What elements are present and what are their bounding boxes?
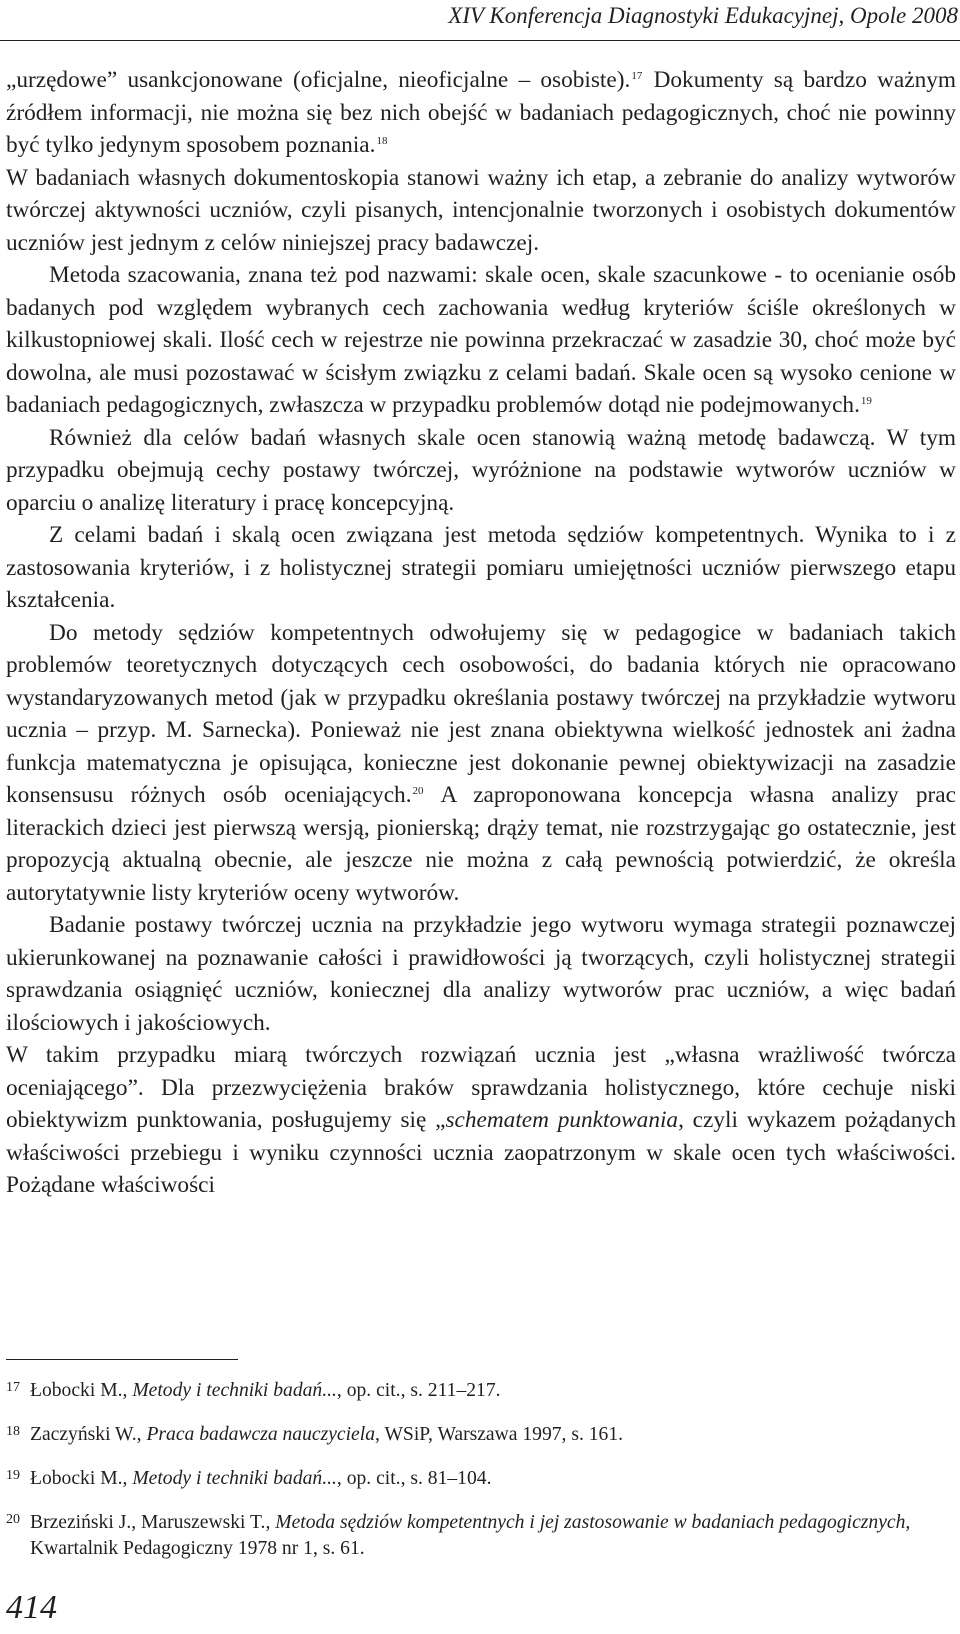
footnote-number: 19 <box>6 1468 20 1483</box>
footnote-title: Metody i techniki badań... <box>132 1468 337 1489</box>
body-text <box>6 64 956 1202</box>
paragraph-8-text-a: W takim przypadku miarą twórczych rozwiązań ucznia jest „własna wrażliwość twórcza oceniającego”. Dla przezwyciężenia braków sprawdzania holistycznego, które cechuje niski obiektywizm punktowania, posługujemy się „ <box>6 1042 956 1133</box>
footnote-text <box>28 1422 956 1448</box>
paragraph-1 <box>6 64 956 162</box>
footnote-title: Metoda sędziów kompetentnych i jej zastosowanie w badaniach pedagogicznych, <box>275 1512 911 1533</box>
footnote-author: Łobocki M., <box>30 1468 133 1489</box>
footnote-20 <box>6 1510 956 1562</box>
footnote-rest: , WSiP, Warszawa 1997, s. 161. <box>375 1424 624 1445</box>
page-number: 414 <box>6 1589 57 1626</box>
footnote-number: 17 <box>6 1380 20 1395</box>
paragraph-8 <box>6 1039 956 1202</box>
paragraph-6-text-b: A zaproponowana koncepcja własna analizy prac literackich dzieci jest pierwszą wersją, pionierską; drąży temat, nie rozstrzygając go ostatecznie, jest propozycją aktualną obecnie, ale jeszcze nie można z całą pewnością potwierdzić, że określa autorytatywnie listy kryteriów oceny wytworów. <box>6 782 956 906</box>
footnote-number: 20 <box>6 1512 20 1527</box>
footnote-author: Łobocki M., <box>30 1380 133 1401</box>
paragraph-6-text-a: Do metody sędziów kompetentnych odwołujemy się w pedagogice w badaniach takich problemów teoretycznych dotyczących cech osobowości, do badania których nie opracowano wystandaryzowanych metod (jak w przypadku określania postawy twórczej na przykładzie wytworu ucznia – przyp. M. Sarnecka). Ponieważ nie jest znana obiektywna wielkość jednostek ani żadna funkcja matematyczna je opisująca, konieczne jest dokonanie pewnej obiektywizacji na zasadzie konsensusu różnych osób oceniających. <box>6 619 956 808</box>
footnote-rest: , op. cit., s. 81–104. <box>336 1468 492 1489</box>
paragraph-1-text-a: „urzędowe” usankcjonowane (oficjalne, nieoficjalne – osobiste). <box>6 67 631 93</box>
paragraph-1-text-b: Dokumenty są bardzo ważnym źródłem informacji, nie można się bez nich obejść w badaniach pedagogicznych, choć nie powinny być tylko jedynym sposobem poznania. <box>6 67 956 158</box>
footnote-rest: , op. cit., s. 211–217. <box>336 1380 501 1401</box>
footnote-17 <box>6 1378 956 1404</box>
footnote-ref-20[interactable]: 20 <box>412 785 424 797</box>
footnote-number: 18 <box>6 1424 20 1439</box>
footnote-19 <box>6 1466 956 1492</box>
footnote-text <box>28 1510 956 1562</box>
paragraph-3 <box>6 259 956 422</box>
paragraph-4: Również dla celów badań własnych skale ocen stanowią ważną metodę badawczą. W tym przypadku obejmują cechy postawy twórczej, wyróżnione na podstawie wytworów uczniów w oparciu o analizę literatury i pracę koncepcyjną. <box>6 424 956 516</box>
footnote-text <box>28 1466 956 1492</box>
paragraph-6 <box>6 617 956 910</box>
footnote-title: Metody i techniki badań... <box>132 1380 337 1401</box>
paragraph-8-text-b: , czyli wykazem pożądanych właściwości przebiegu i wyniku czynności ucznia zaopatrzonym w skale ocen tych właściwości. Pożądane właściwości <box>6 1107 956 1198</box>
running-header: XIV Konferencja Diagnostyki Edukacyjnej, Opole 2008 <box>448 3 958 28</box>
footnote-separator <box>6 1359 238 1360</box>
paragraph-5: Z celami badań i skalą ocen związana jest metoda sędziów kompetentnych. Wynika to i z zastosowania kryteriów, i z holistycznej strategii pomiaru umiejętności uczniów pierwszego etapu kształcenia. <box>6 522 956 613</box>
header-rule <box>0 40 960 41</box>
footnotes <box>6 1378 956 1580</box>
footnote-text <box>28 1378 956 1404</box>
footnote-title: Praca badawcza nauczyciela <box>146 1424 375 1445</box>
footnote-ref-17[interactable]: 17 <box>631 70 643 82</box>
footnote-author: Brzeziński J., Maruszewski T., <box>30 1512 276 1533</box>
paragraph-3-text: Metoda szacowania, znana też pod nazwami: skale ocen, skale szacunkowe - to ocenianie osób badanych pod względem wybranych cech zachowania według kryteriów ściśle określonych w kilkustopniowej skali. Ilość cech w rejestrze nie powinna przekraczać w zasadzie 30, choć może być dowolna, ale musi pozostawać w ścisłym związku z celami badań. Skale ocen są wysoko cenione w badaniach pedagogicznych, zwłaszcza w przypadku problemów dotąd nie podejmowanych. <box>6 262 956 418</box>
paragraph-2: W badaniach własnych dokumentoskopia stanowi ważny ich etap, a zebranie do analizy wytworów twórczej aktywności uczniów, czyli pisanych, intencjonalnie tworzonych i osobistych dokumentów uczniów jest jednym z celów niniejszej pracy badawczej. <box>6 164 956 256</box>
footnote-author: Zaczyński W., <box>30 1424 147 1445</box>
footnote-18 <box>6 1422 956 1448</box>
footnote-rest: Kwartalnik Pedagogiczny 1978 nr 1, s. 61. <box>30 1538 365 1559</box>
paragraph-8-italic-term: schematem punktowania <box>445 1107 679 1133</box>
footnote-ref-19[interactable]: 19 <box>860 395 872 407</box>
footnote-ref-18[interactable]: 18 <box>376 135 388 147</box>
paragraph-7: Badanie postawy twórczej ucznia na przykładzie jego wytworu wymaga strategii poznawczej ukierunkowanej na poznawanie całości i prawidłowości ją tworzących, czyli holistycznej strategii sprawdzania osiągnięć uczniów, koniecznej dla analizy wytworów prac uczniów, a więc badań ilościowych i jakościowych. <box>6 912 956 1036</box>
